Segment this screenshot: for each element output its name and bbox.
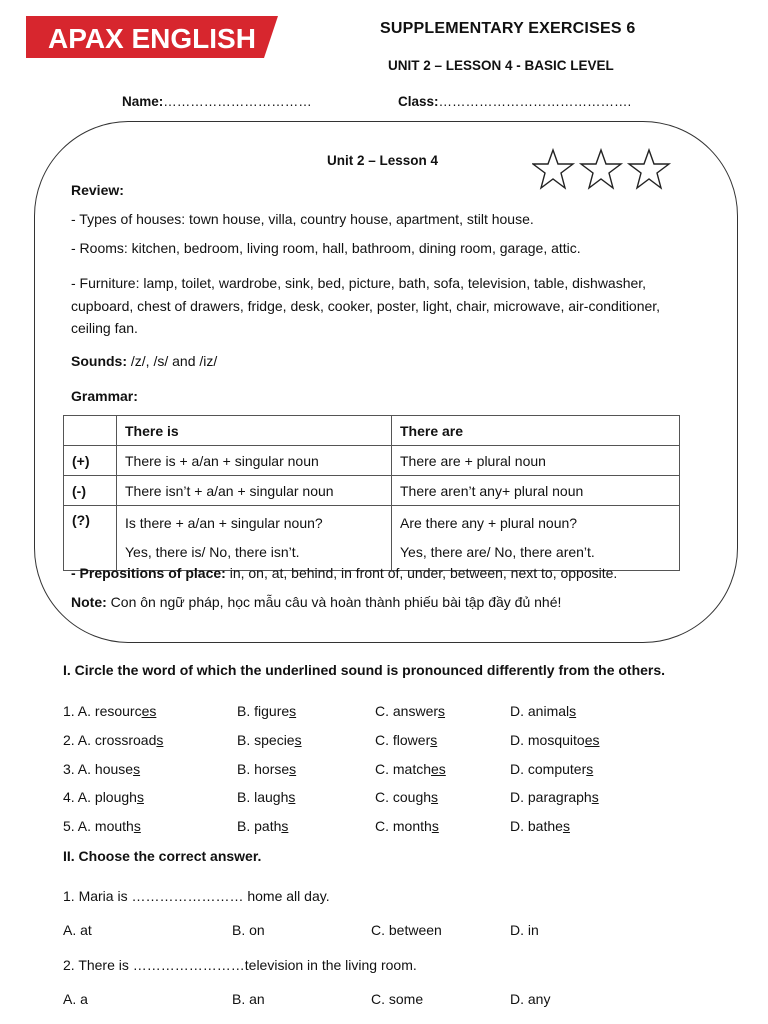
option-stem: D. computer (510, 761, 587, 777)
option-stem: D. mosquito (510, 732, 585, 748)
question-form: Are there any + plural noun? (400, 515, 578, 531)
option-stem: C. month (375, 818, 432, 834)
option-stem: D. bathe (510, 818, 563, 834)
name-field[interactable] (122, 94, 312, 109)
name-dots: …………………………… (163, 94, 312, 109)
table-cell: (-) (64, 476, 117, 506)
underlined-ending: s (562, 818, 570, 834)
option-stem: 1. A. resourc (63, 703, 142, 719)
option-stem: B. laugh (237, 789, 289, 805)
option-d[interactable] (510, 732, 600, 748)
underlined-ending: s (431, 818, 439, 834)
note-line (71, 592, 561, 613)
rooms-text: - Rooms: kitchen, bedroom, living room, hall, bathroom, dining room, garage, attic. (71, 240, 581, 256)
page-title: SUPPLEMENTARY EXERCISES 6 (380, 20, 636, 37)
option-c[interactable]: C. between (371, 922, 442, 938)
option-d[interactable] (510, 703, 576, 719)
option-a[interactable] (63, 789, 144, 805)
houses-text: - Types of houses: town house, villa, country house, apartment, stilt house. (71, 211, 534, 227)
table-header-cell (64, 416, 117, 446)
class-label: Class: (398, 94, 439, 109)
underlined-ending: s (438, 703, 446, 719)
table-cell: There is + a/an + singular noun (117, 446, 392, 476)
option-b[interactable] (237, 732, 302, 748)
table-cell: (+) (64, 446, 117, 476)
grammar-label: Grammar: (71, 388, 138, 404)
review-box-title: Unit 2 – Lesson 4 (327, 153, 439, 168)
option-stem: 4. A. plough (63, 789, 137, 805)
prepositions-text: in, on, at, behind, in front of, under, between, next to, opposite. (225, 565, 618, 581)
note-text: Con ôn ngữ pháp, học mẫu câu và hoàn thành phiếu bài tập đầy đủ nhé! (106, 594, 562, 610)
underlined-ending: s (294, 732, 302, 748)
underlined-ending: s (591, 789, 599, 805)
underlined-ending: es (584, 732, 600, 748)
underlined-ending: es (141, 703, 157, 719)
option-c[interactable] (375, 761, 446, 777)
name-label: Name: (122, 94, 164, 109)
option-a[interactable] (63, 703, 156, 719)
option-a[interactable] (63, 732, 163, 748)
option-b[interactable] (237, 789, 295, 805)
note-label: Note: (71, 594, 107, 610)
option-b[interactable] (237, 703, 296, 719)
page-subtitle: UNIT 2 – LESSON 4 - BASIC LEVEL (388, 58, 614, 73)
option-stem: B. path (237, 818, 282, 834)
question-form: Is there + a/an + singular noun? (125, 515, 323, 531)
option-b[interactable]: B. an (232, 991, 265, 1007)
option-stem: 2. A. crossroad (63, 732, 157, 748)
table-header-cell: There is (117, 416, 392, 446)
table-row (64, 506, 680, 571)
question-text: 1. Maria is …………………… home all day. (63, 888, 330, 904)
answer-form: Yes, there are/ No, there aren’t. (400, 544, 595, 560)
furniture-text: - Furniture: lamp, toilet, wardrobe, sink, bed, picture, bath, sofa, television, table, dishwasher, cupboard, chest of drawers, fridge, desk, cooker, poster, light, chair, microwave, air-conditioner, ceiling fan. (71, 275, 661, 336)
grammar-table (63, 415, 680, 571)
question-text: 2. There is ……………………television in the living room. (63, 957, 417, 973)
option-a[interactable] (63, 818, 141, 834)
option-d[interactable] (510, 818, 570, 834)
option-c[interactable] (375, 703, 445, 719)
option-d[interactable] (510, 761, 593, 777)
option-b[interactable] (237, 761, 296, 777)
underlined-ending: s (281, 818, 289, 834)
option-stem: D. paragraph (510, 789, 592, 805)
underlined-ending: s (288, 789, 296, 805)
answer-form: Yes, there is/ No, there isn’t. (125, 544, 300, 560)
underlined-ending: s (569, 703, 577, 719)
underlined-ending: s (156, 732, 164, 748)
star-icon (629, 150, 669, 188)
option-a[interactable]: A. a (63, 991, 88, 1007)
option-stem: C. flower (375, 732, 431, 748)
rating-stars[interactable] (532, 148, 674, 197)
section2-heading: II. Choose the correct answer. (63, 848, 262, 864)
underlined-ending: s (586, 761, 594, 777)
apax-english-logo (26, 16, 278, 58)
underlined-ending: s (133, 761, 141, 777)
underlined-ending: es (431, 761, 446, 777)
option-d[interactable]: D. any (510, 991, 551, 1007)
class-field[interactable] (398, 94, 631, 109)
underlined-ending: s (136, 789, 144, 805)
underlined-ending: s (289, 761, 297, 777)
option-stem: C. match (375, 761, 432, 777)
option-a[interactable] (63, 761, 140, 777)
option-stem: B. figure (237, 703, 290, 719)
prepositions-label: - Prepositions of place: (71, 565, 226, 581)
table-cell (117, 506, 392, 571)
option-c[interactable] (375, 789, 438, 805)
class-dots: ……………………………………. (438, 94, 632, 109)
option-d[interactable] (510, 789, 599, 805)
prepositions-line (71, 563, 617, 584)
star-icon (581, 150, 621, 188)
underlined-ending: s (430, 732, 438, 748)
option-stem: B. horse (237, 761, 290, 777)
underlined-ending: s (289, 703, 297, 719)
table-row (64, 446, 680, 476)
option-c[interactable] (375, 818, 439, 834)
option-b[interactable]: B. on (232, 922, 265, 938)
sounds-text: /z/, /s/ and /iz/ (127, 353, 218, 369)
option-stem: C. cough (375, 789, 432, 805)
star-icon (533, 150, 573, 188)
table-header-row (64, 416, 680, 446)
underlined-ending: s (431, 789, 439, 805)
table-row (64, 476, 680, 506)
option-d[interactable]: D. in (510, 922, 539, 938)
table-cell: There are + plural noun (392, 446, 680, 476)
option-stem: 5. A. mouth (63, 818, 134, 834)
option-stem: B. specie (237, 732, 295, 748)
table-cell: There isn’t + a/an + singular noun (117, 476, 392, 506)
option-stem: C. answer (375, 703, 439, 719)
table-cell (392, 506, 680, 571)
table-cell: (?) (64, 506, 117, 571)
option-a[interactable]: A. at (63, 922, 92, 938)
underlined-ending: s (133, 818, 141, 834)
option-stem: D. animal (510, 703, 570, 719)
section1-heading: I. Circle the word of which the underlined sound is pronounced differently from the others. (63, 662, 666, 678)
sounds-label: Sounds: (71, 353, 127, 369)
option-c[interactable]: C. some (371, 991, 424, 1007)
table-header-cell: There are (392, 416, 680, 446)
review-label: Review: (71, 182, 124, 198)
option-stem: 3. A. house (63, 761, 134, 777)
option-c[interactable] (375, 732, 437, 748)
table-cell: There aren’t any+ plural noun (392, 476, 680, 506)
option-b[interactable] (237, 818, 288, 834)
sounds-line (71, 351, 217, 372)
logo-text: APAX ENGLISH (48, 23, 256, 54)
